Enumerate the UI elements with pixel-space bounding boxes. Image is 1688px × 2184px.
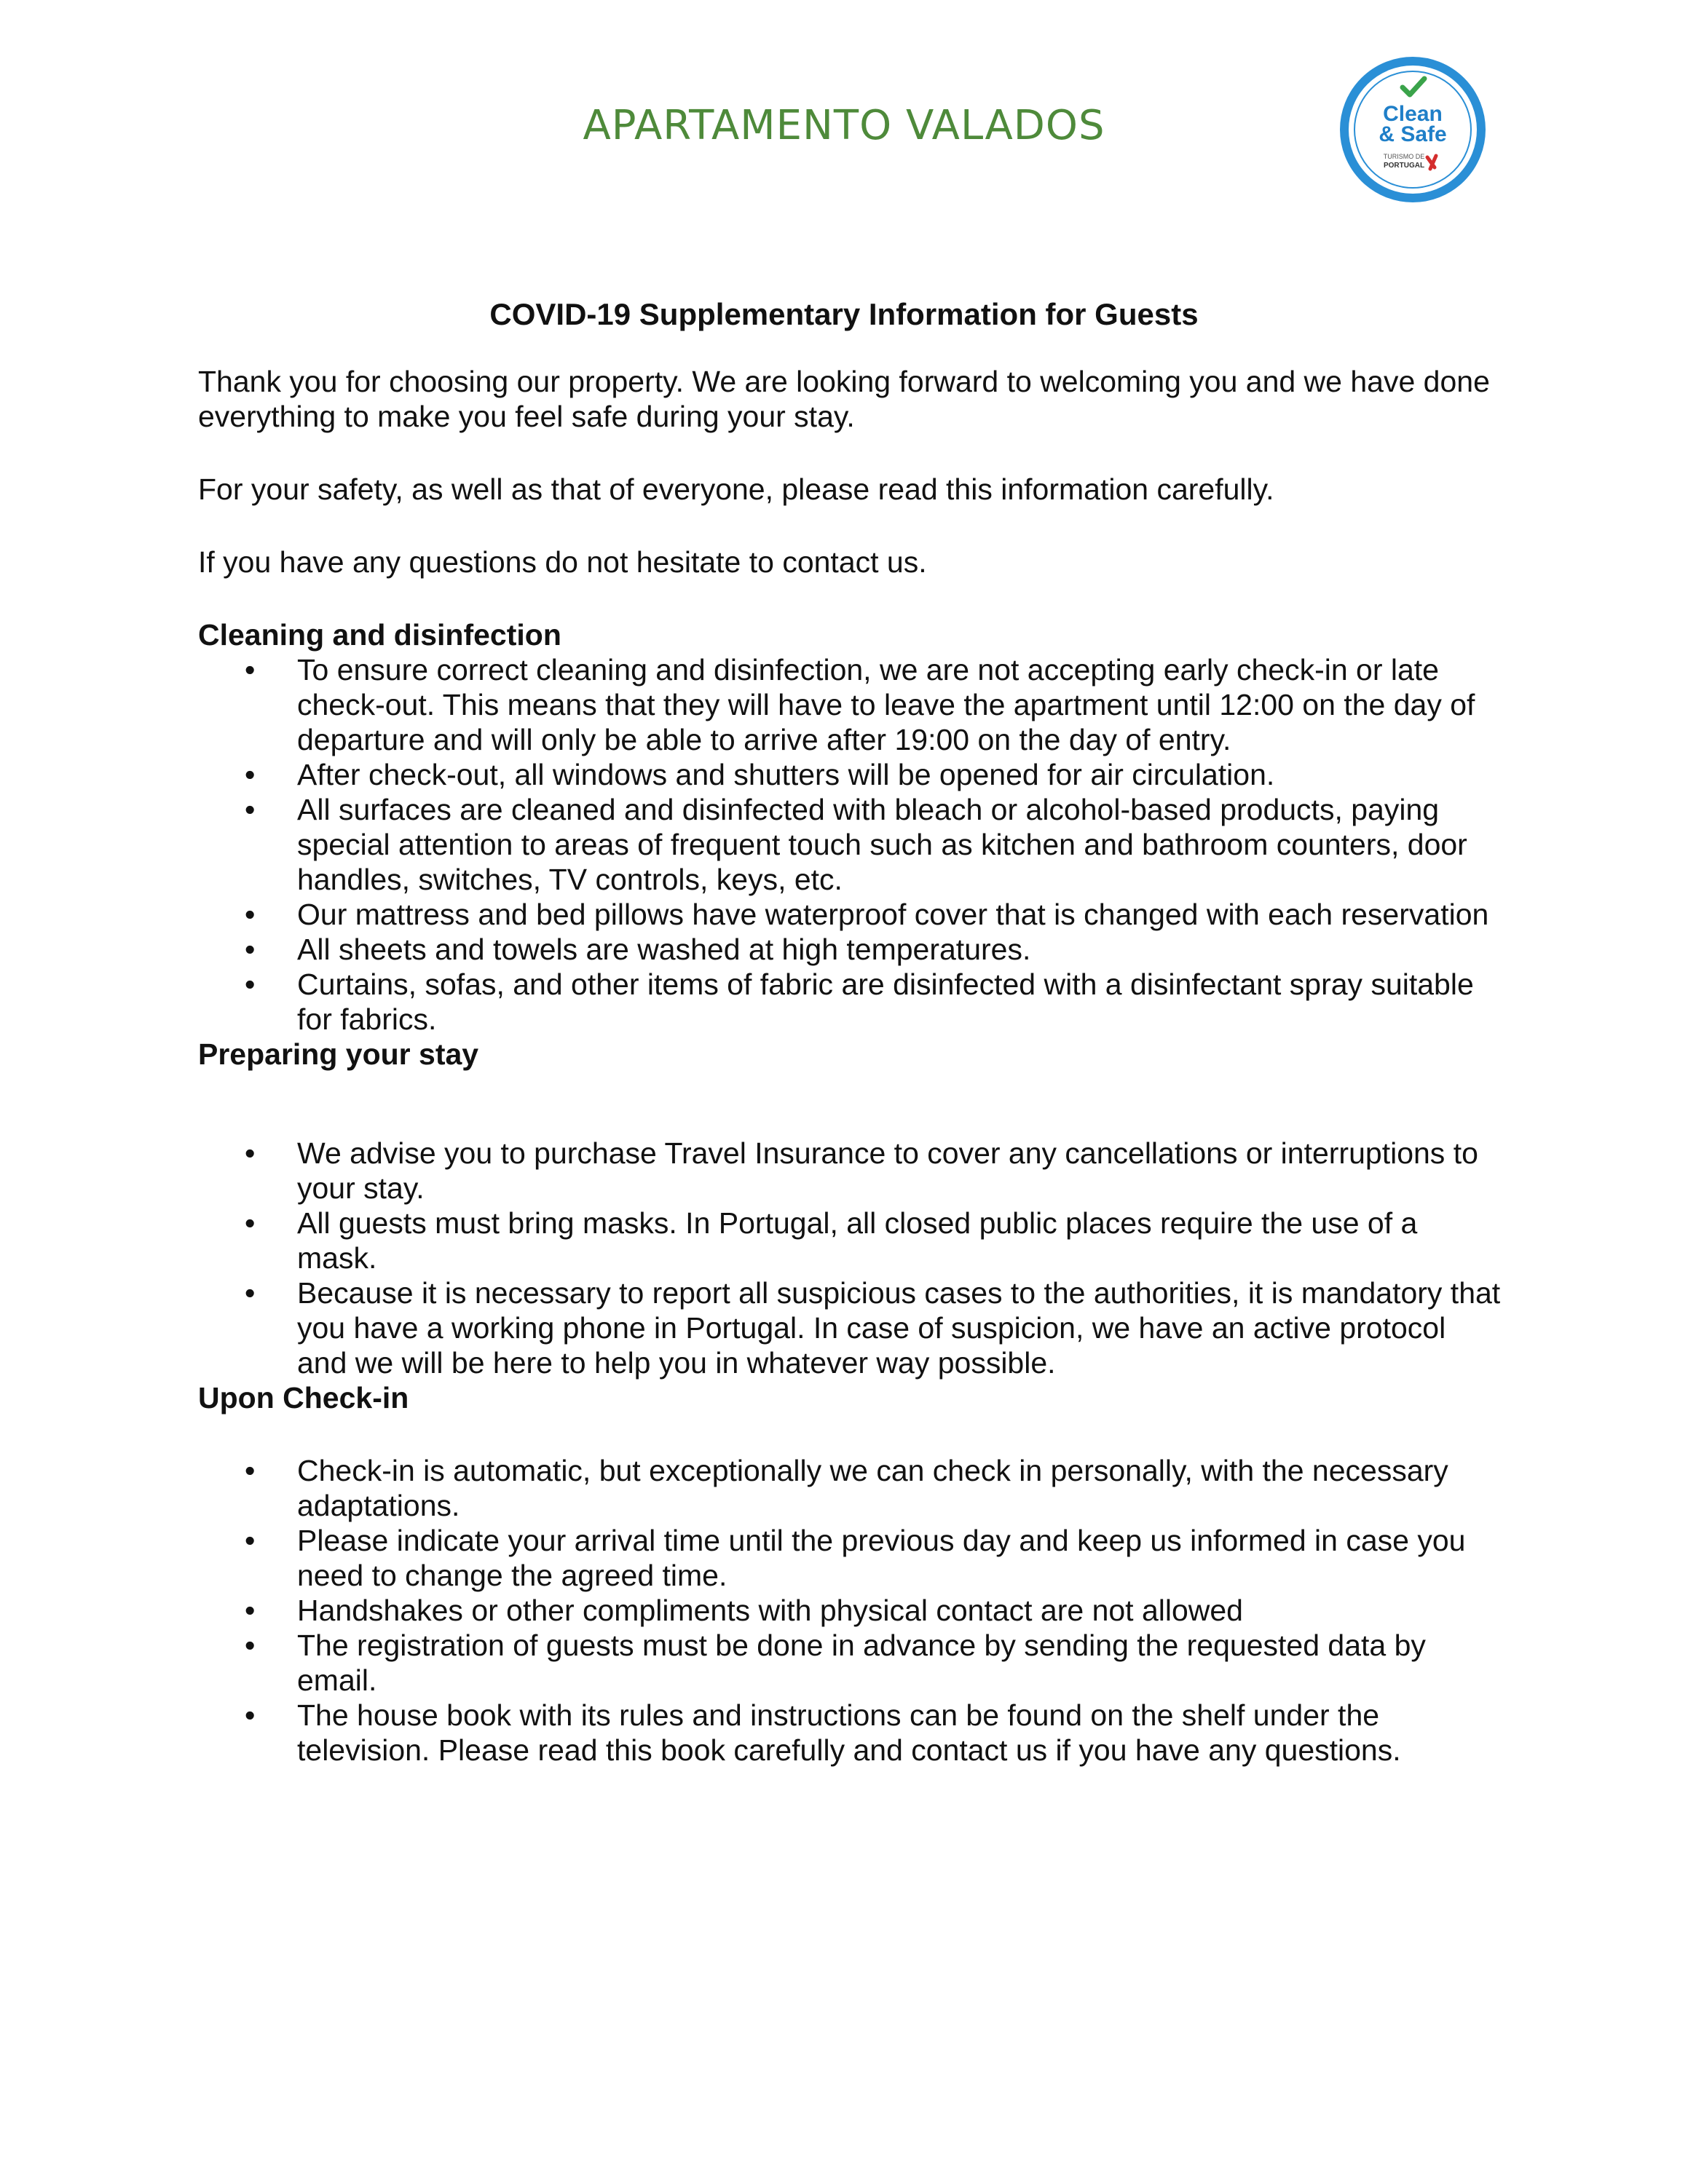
list-item: [198, 757, 1502, 792]
list-item: [198, 1593, 1502, 1628]
cleaning-list: [198, 652, 1502, 1037]
list-item: [198, 967, 1502, 1037]
bullet-icon: •: [245, 1629, 256, 1662]
list-item-text: The house book with its rules and instructions can be found on the shelf under the television. Please read this book carefully and contact us if you have any questions.: [297, 1698, 1401, 1767]
list-item-text: Check-in is automatic, but exceptionally we can check in personally, with the necessary adaptations.: [297, 1454, 1448, 1522]
list-item: [198, 1523, 1502, 1593]
intro-paragraph-3: If you have any questions do not hesitate to contact us.: [198, 545, 927, 579]
badge-line1: Clean: [1383, 102, 1443, 126]
section-heading-checkin: Upon Check-in: [198, 1381, 409, 1415]
bullet-icon: •: [245, 1276, 256, 1310]
badge-small2: PORTUGAL: [1383, 162, 1425, 170]
list-item-text: All sheets and towels are washed at high temperatures.: [297, 933, 1031, 966]
document-body: [198, 364, 1502, 1768]
list-item: [198, 792, 1502, 897]
list-item: [198, 652, 1502, 757]
list-item-text: To ensure correct cleaning and disinfection, we are not accepting early check-in or late check-out. This means that they will have to leave the apartment until 12:00 on the day of departure and will only be able to arrive after 19:00 on the day of entry.: [297, 653, 1475, 756]
list-item: [198, 932, 1502, 967]
list-item-text: All surfaces are cleaned and disinfected with bleach or alcohol-based products, paying special attention to areas of frequent touch such as kitchen and bathroom counters, door handles, switches, TV controls, keys, etc.: [297, 793, 1467, 896]
list-item: [198, 1628, 1502, 1698]
badge-small1: TURISMO DE: [1383, 153, 1425, 160]
bullet-icon: •: [245, 1524, 256, 1557]
property-name: APARTAMENTO VALADOS: [583, 102, 1105, 149]
badge-line2: & Safe: [1379, 122, 1447, 146]
bullet-icon: •: [245, 1454, 256, 1487]
list-item-text: The registration of guests must be done in advance by sending the requested data by email.: [297, 1629, 1426, 1697]
bullet-icon: •: [245, 793, 256, 826]
bullet-icon: •: [245, 1136, 256, 1170]
bullet-icon: •: [245, 758, 256, 791]
intro-paragraph-2: For your safety, as well as that of everyone, please read this information carefully.: [198, 472, 1274, 506]
list-item: [198, 1275, 1502, 1380]
bullet-icon: •: [245, 653, 256, 687]
list-item-text: Because it is necessary to report all suspicious cases to the authorities, it is mandatory that you have a working phone in Portugal. In case of suspicion, we have an active protocol and we will be here to help you in whatever way possible.: [297, 1276, 1501, 1380]
list-item: [198, 897, 1502, 932]
list-item-text: Please indicate your arrival time until the previous day and keep us informed in case you need to change the agreed time.: [297, 1524, 1466, 1592]
list-item-text: Handshakes or other compliments with physical contact are not allowed: [297, 1594, 1243, 1627]
bullet-icon: •: [245, 1206, 256, 1240]
clean-safe-badge: [1340, 57, 1486, 202]
intro-paragraph-1: Thank you for choosing our property. We are looking forward to welcoming you and we have done everything to make you feel safe during your stay.: [198, 365, 1490, 433]
bullet-icon: •: [245, 1594, 256, 1627]
list-item: [198, 1453, 1502, 1523]
list-item: [198, 1136, 1502, 1206]
bullet-icon: •: [245, 898, 256, 931]
list-item: [198, 1206, 1502, 1275]
section-heading-preparing: Preparing your stay: [198, 1037, 479, 1071]
list-item-text: We advise you to purchase Travel Insurance to cover any cancellations or interruptions to your stay.: [297, 1136, 1478, 1205]
list-item-text: All guests must bring masks. In Portugal, all closed public places require the use of a mask.: [297, 1206, 1418, 1275]
list-item-text: Curtains, sofas, and other items of fabric are disinfected with a disinfectant spray suitable for fabrics.: [297, 968, 1474, 1036]
preparing-list: [198, 1136, 1502, 1380]
section-heading-cleaning: Cleaning and disinfection: [198, 618, 561, 652]
bullet-icon: •: [245, 933, 256, 966]
document-title: COVID-19 Supplementary Information for Guests: [489, 297, 1199, 331]
checkin-list: [198, 1453, 1502, 1768]
list-item-text: After check-out, all windows and shutters will be opened for air circulation.: [297, 758, 1275, 791]
list-item: [198, 1698, 1502, 1768]
bullet-icon: •: [245, 1698, 256, 1732]
bullet-icon: •: [245, 968, 256, 1001]
list-item-text: Our mattress and bed pillows have waterproof cover that is changed with each reservation: [297, 898, 1489, 931]
